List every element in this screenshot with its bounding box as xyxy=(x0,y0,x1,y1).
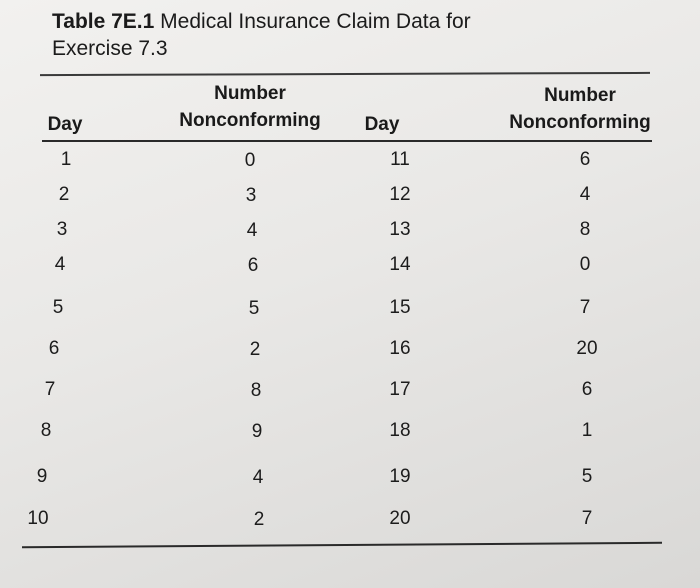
table-title: Medical Insurance Claim Data for xyxy=(160,10,471,33)
day-cell: 18 xyxy=(389,420,411,441)
day-cell: 8 xyxy=(40,420,52,441)
day-cell: 10 xyxy=(27,508,49,529)
day-cell: 5 xyxy=(52,297,64,318)
nonconforming-cell: 6 xyxy=(579,149,591,170)
day-cell: 12 xyxy=(389,184,411,205)
nonconforming-cell: 20 xyxy=(576,338,598,359)
day-cell: 13 xyxy=(389,219,411,240)
day-cell: 14 xyxy=(389,254,411,275)
nonconforming-cell: 2 xyxy=(249,339,261,360)
table-top-rule xyxy=(40,72,650,76)
table-bottom-rule xyxy=(22,542,662,548)
header-nonconforming-left: Nonconforming xyxy=(179,110,321,131)
day-cell: 2 xyxy=(58,184,70,205)
day-cell: 6 xyxy=(48,338,60,359)
nonconforming-cell: 4 xyxy=(579,184,591,205)
nonconforming-cell: 7 xyxy=(581,508,593,529)
nonconforming-cell: 7 xyxy=(579,297,591,318)
table-header-rule xyxy=(42,140,652,142)
nonconforming-cell: 1 xyxy=(581,420,593,441)
header-number-left: Number xyxy=(214,83,286,104)
nonconforming-cell: 6 xyxy=(247,255,259,276)
day-cell: 7 xyxy=(44,379,56,400)
day-cell: 15 xyxy=(389,297,411,318)
day-cell: 20 xyxy=(389,508,411,529)
day-cell: 19 xyxy=(389,466,411,487)
nonconforming-cell: 4 xyxy=(252,467,264,488)
nonconforming-cell: 8 xyxy=(579,219,591,240)
nonconforming-cell: 4 xyxy=(246,220,258,241)
header-day-right: Day xyxy=(364,114,400,135)
table-number: Table 7E.1 xyxy=(52,10,155,33)
day-cell: 16 xyxy=(389,338,411,359)
header-nonconforming-right: Nonconforming xyxy=(509,112,651,133)
nonconforming-cell: 5 xyxy=(581,466,593,487)
day-cell: 1 xyxy=(60,149,72,170)
nonconforming-cell: 2 xyxy=(253,509,265,530)
nonconforming-cell: 3 xyxy=(245,185,257,206)
table-subtitle: Exercise 7.3 xyxy=(52,37,168,60)
nonconforming-cell: 6 xyxy=(581,379,593,400)
day-cell: 4 xyxy=(54,254,66,275)
nonconforming-cell: 0 xyxy=(244,150,256,171)
nonconforming-cell: 9 xyxy=(251,421,263,442)
nonconforming-cell: 0 xyxy=(579,254,591,275)
header-number-right: Number xyxy=(544,85,616,106)
day-cell: 9 xyxy=(36,466,48,487)
table-caption xyxy=(52,8,652,62)
day-cell: 17 xyxy=(389,379,411,400)
day-cell: 11 xyxy=(390,149,410,170)
day-cell: 3 xyxy=(56,219,68,240)
nonconforming-cell: 8 xyxy=(250,380,262,401)
nonconforming-cell: 5 xyxy=(248,298,260,319)
header-day-left: Day xyxy=(47,114,83,135)
